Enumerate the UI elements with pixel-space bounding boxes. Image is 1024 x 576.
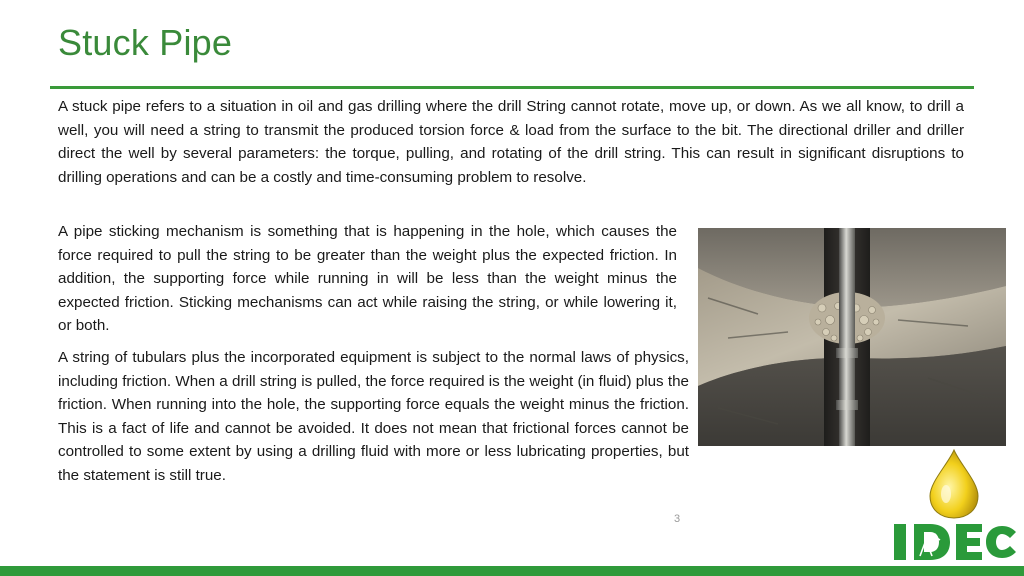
stuck-pipe-illustration	[698, 228, 1006, 446]
oil-drop-icon	[926, 448, 982, 520]
page-number: 3	[674, 513, 681, 525]
intro-paragraph: A stuck pipe refers to a situation in oil and gas drilling where the drill String cannot rotate, move up, or down. As we all know, to drill a well, you will need a string to transmit the produced torsion force & load from the surface to the bit. The directional driller and driller direct the well by several parameters: the torque, pulling, and rotating of the drill string. This can result in significant disruptions to drilling operations and can be a costly and time-consuming problem to resolve.	[58, 98, 964, 186]
idec-logo-text	[890, 518, 1020, 564]
footer-bar	[0, 566, 1024, 576]
idec-logo	[890, 448, 1020, 566]
slide-title: Stuck Pipe	[58, 22, 233, 63]
title-divider	[50, 86, 974, 89]
friction-paragraph: A string of tubulars plus the incorporated equipment is subject to the normal laws of physics, including friction. When a drill string is pulled, the force required is the weight (in fluid) plus the friction. When running into the hole, the supporting force equals the weight minus the friction. This is a fact of life and cannot be avoided. It does not mean that frictional forces cannot be controlled to some extent by using a drilling fluid with more or less lubricating properties, but the statement is still true.	[58, 349, 689, 484]
mechanism-paragraph: A pipe sticking mechanism is something that is happening in the hole, which causes the force required to pull the string to be greater than the weight plus the expected friction. In addition, the supporting force while running in will be less than the weight minus the expected friction. Sticking mechanisms can act while raising the string, or while lowering it, or both.	[58, 223, 677, 335]
